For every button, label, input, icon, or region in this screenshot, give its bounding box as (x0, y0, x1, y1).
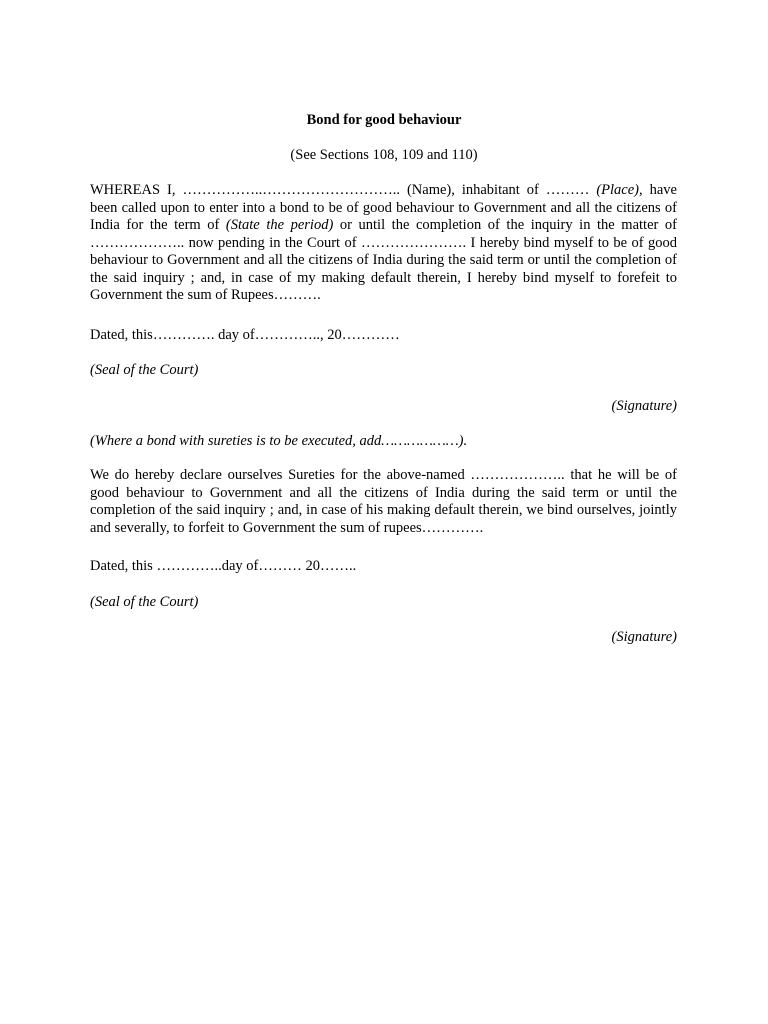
place-placeholder: (Place), (596, 182, 643, 198)
sureties-note: (Where a bond with sureties is to be executed, add………………). (90, 433, 468, 449)
bond-paragraph-part2: have been called upon to enter into a bond to be of good behaviour to Government and all the citizens of India for the term of (90, 182, 677, 233)
bond-paragraph-part1: WHEREAS I, ……………..……………………….. (Name), inhabitant of ……… (90, 182, 597, 198)
dated-line-sureties: Dated, this …………..day of……… 20…….. (90, 558, 357, 574)
seal-of-court-principal: (Seal of the Court) (90, 362, 199, 378)
document-title: Bond for good behaviour (306, 112, 462, 128)
dated-line-principal: Dated, this…………. day of………….., 20………… (90, 327, 400, 343)
bond-paragraph (90, 182, 677, 305)
signature-principal: (Signature) (611, 398, 677, 414)
signature-sureties: (Signature) (611, 629, 677, 645)
seal-of-court-sureties: (Seal of the Court) (90, 594, 199, 610)
document-subtitle: (See Sections 108, 109 and 110) (290, 147, 478, 163)
bond-paragraph-part3: or until the completion of the inquiry in the matter of ……………….. now pending in the Court of …………………. I hereby bind myself to be of good behaviour to Government and all the citizens of India during the said term or until the completion of the said inquiry ; and, in case of my making default therein, I hereby bind myself to forefeit to Government the sum of Rupees………. (90, 217, 677, 303)
state-period-placeholder: (State the period) (225, 217, 334, 233)
sureties-paragraph: We do hereby declare ourselves Sureties for the above-named ……………….. that he will be of good behaviour to Government and all the citizens of India during the said term or until the completion of the said inquiry ; and, in case of his making default therein, we bind ourselves, jointly and severally, to forfeit to Government the sum of rupees…………. (90, 467, 677, 536)
